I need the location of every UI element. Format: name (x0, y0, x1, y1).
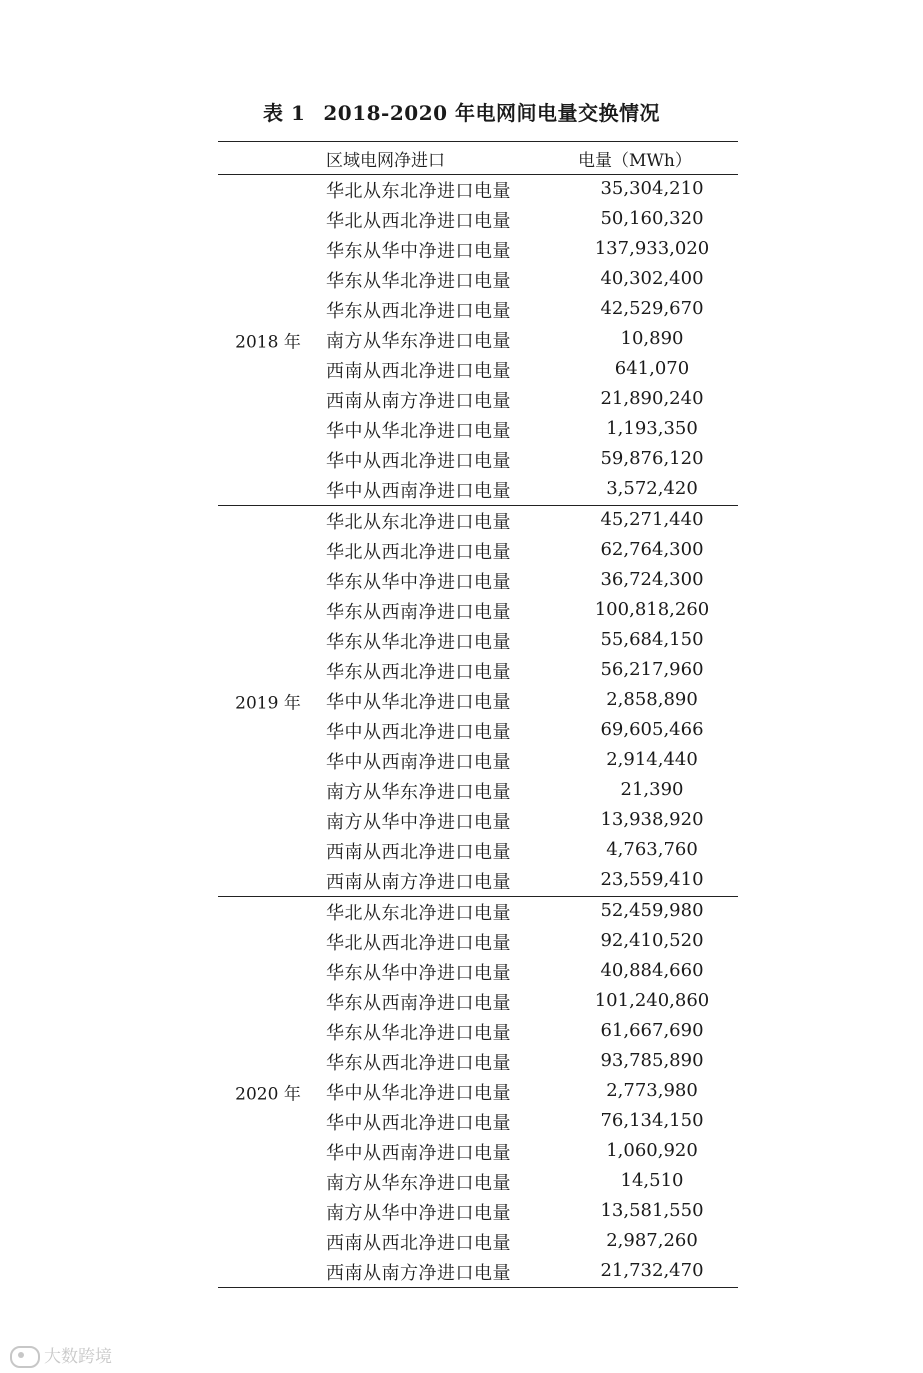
region-cell: 华中从西南净进口电量 (326, 481, 511, 502)
region-cell: 华中从华北净进口电量 (326, 1083, 511, 1104)
year-group (218, 175, 738, 505)
table-row (218, 927, 738, 957)
region-cell: 华东从西南净进口电量 (326, 602, 511, 623)
table-row (218, 475, 738, 505)
region-cell: 西南从西北净进口电量 (326, 842, 511, 863)
value-cell: 101,240,860 (594, 990, 710, 1011)
value-cell: 62,764,300 (600, 539, 704, 560)
region-cell: 华北从西北净进口电量 (326, 933, 511, 954)
region-cell: 华东从西南净进口电量 (326, 993, 511, 1014)
value-cell: 55,684,150 (600, 629, 704, 650)
table-row (218, 1167, 738, 1197)
table-title (0, 97, 923, 126)
table-row (218, 506, 738, 536)
table-row (218, 626, 738, 656)
value-cell: 13,581,550 (600, 1200, 704, 1221)
value-cell: 40,302,400 (600, 268, 704, 289)
table-row (218, 897, 738, 927)
table-row (218, 1047, 738, 1077)
exchange-table (218, 141, 738, 1288)
table-caption: 2018-2020 年电网间电量交换情况 (323, 101, 660, 125)
region-cell: 华北从西北净进口电量 (326, 542, 511, 563)
table-row (218, 1107, 738, 1137)
year-label: 2019 年 (235, 693, 301, 714)
table-row (218, 265, 738, 295)
table-row (218, 1017, 738, 1047)
table-row (218, 716, 738, 746)
table-number: 表 1 (263, 101, 306, 125)
region-cell: 华北从东北净进口电量 (326, 903, 511, 924)
region-cell: 华中从西南净进口电量 (326, 1143, 511, 1164)
value-cell: 50,160,320 (600, 208, 704, 229)
table-row (218, 746, 738, 776)
table-row (218, 566, 738, 596)
region-cell: 华北从东北净进口电量 (326, 512, 511, 533)
table-row (218, 596, 738, 626)
year-label: 2018 年 (235, 332, 301, 353)
region-cell: 华东从华北净进口电量 (326, 1023, 511, 1044)
region-cell: 华北从西北净进口电量 (326, 211, 511, 232)
value-cell: 2,858,890 (606, 689, 698, 710)
table-row (218, 235, 738, 265)
table-row (218, 325, 738, 355)
table-row (218, 295, 738, 325)
table-row (218, 1197, 738, 1227)
table-row (218, 205, 738, 235)
region-cell: 华东从华中净进口电量 (326, 241, 511, 262)
value-cell: 21,732,470 (600, 1260, 704, 1281)
brand-logo-icon (10, 1346, 40, 1368)
region-cell: 华东从西北净进口电量 (326, 1053, 511, 1074)
table-row (218, 445, 738, 475)
value-cell: 4,763,760 (606, 839, 698, 860)
value-cell: 61,667,690 (600, 1020, 704, 1041)
region-cell: 华中从西北净进口电量 (326, 1113, 511, 1134)
table-row (218, 536, 738, 566)
value-cell: 2,987,260 (606, 1230, 698, 1251)
region-cell: 西南从西北净进口电量 (326, 361, 511, 382)
table-row (218, 1137, 738, 1167)
region-cell: 华东从西北净进口电量 (326, 662, 511, 683)
value-cell: 137,933,020 (594, 238, 710, 259)
watermark-text: 大数跨境 (44, 1347, 112, 1367)
value-cell: 35,304,210 (600, 178, 704, 199)
table-row (218, 355, 738, 385)
table-row (218, 385, 738, 415)
region-cell: 南方从华东净进口电量 (326, 1173, 511, 1194)
year-group (218, 506, 738, 896)
table-row (218, 806, 738, 836)
value-cell: 42,529,670 (600, 298, 704, 319)
value-cell: 59,876,120 (600, 448, 704, 469)
value-cell: 641,070 (614, 358, 690, 379)
value-cell: 1,193,350 (606, 418, 698, 439)
value-cell: 76,134,150 (600, 1110, 704, 1131)
region-cell: 华东从华中净进口电量 (326, 963, 511, 984)
table-row (218, 175, 738, 205)
table-row (218, 1227, 738, 1257)
region-cell: 西南从南方净进口电量 (326, 1263, 511, 1284)
header-region: 区域电网净进口 (326, 151, 445, 171)
value-cell: 13,938,920 (600, 809, 704, 830)
region-cell: 西南从南方净进口电量 (326, 872, 511, 893)
table-header (218, 142, 738, 174)
region-cell: 华东从华北净进口电量 (326, 632, 511, 653)
value-cell: 23,559,410 (600, 869, 704, 890)
group-rule (218, 1287, 738, 1288)
region-cell: 华北从东北净进口电量 (326, 181, 511, 202)
header-value: 电量（MWh） (578, 151, 692, 171)
region-cell: 华中从西北净进口电量 (326, 722, 511, 743)
value-cell: 69,605,466 (600, 719, 704, 740)
value-cell: 45,271,440 (600, 509, 704, 530)
region-cell: 华东从西北净进口电量 (326, 301, 511, 322)
value-cell: 3,572,420 (606, 478, 698, 499)
region-cell: 西南从南方净进口电量 (326, 391, 511, 412)
value-cell: 14,510 (620, 1170, 684, 1191)
year-label: 2020 年 (235, 1084, 301, 1105)
table-body (218, 175, 738, 1288)
watermark (10, 1342, 112, 1368)
table-row (218, 987, 738, 1017)
region-cell: 华东从华北净进口电量 (326, 271, 511, 292)
value-cell: 1,060,920 (606, 1140, 698, 1161)
table-row (218, 1257, 738, 1287)
table-row (218, 866, 738, 896)
region-cell: 南方从华东净进口电量 (326, 782, 511, 803)
region-cell: 华东从华中净进口电量 (326, 572, 511, 593)
year-group (218, 897, 738, 1287)
value-cell: 2,773,980 (606, 1080, 698, 1101)
table-row (218, 656, 738, 686)
table-row (218, 415, 738, 445)
value-cell: 93,785,890 (600, 1050, 704, 1071)
value-cell: 36,724,300 (600, 569, 704, 590)
region-cell: 西南从西北净进口电量 (326, 1233, 511, 1254)
value-cell: 21,890,240 (600, 388, 704, 409)
table-row (218, 776, 738, 806)
value-cell: 52,459,980 (600, 900, 704, 921)
value-cell: 92,410,520 (600, 930, 704, 951)
region-cell: 华中从西南净进口电量 (326, 752, 511, 773)
table-row (218, 1077, 738, 1107)
value-cell: 21,390 (620, 779, 684, 800)
value-cell: 40,884,660 (600, 960, 704, 981)
region-cell: 南方从华中净进口电量 (326, 1203, 511, 1224)
region-cell: 华中从华北净进口电量 (326, 421, 511, 442)
region-cell: 华中从西北净进口电量 (326, 451, 511, 472)
value-cell: 2,914,440 (606, 749, 698, 770)
value-cell: 56,217,960 (600, 659, 704, 680)
region-cell: 南方从华中净进口电量 (326, 812, 511, 833)
table-row (218, 686, 738, 716)
region-cell: 华中从华北净进口电量 (326, 692, 511, 713)
table-row (218, 836, 738, 866)
value-cell: 100,818,260 (594, 599, 710, 620)
value-cell: 10,890 (620, 328, 684, 349)
region-cell: 南方从华东净进口电量 (326, 331, 511, 352)
table-row (218, 957, 738, 987)
